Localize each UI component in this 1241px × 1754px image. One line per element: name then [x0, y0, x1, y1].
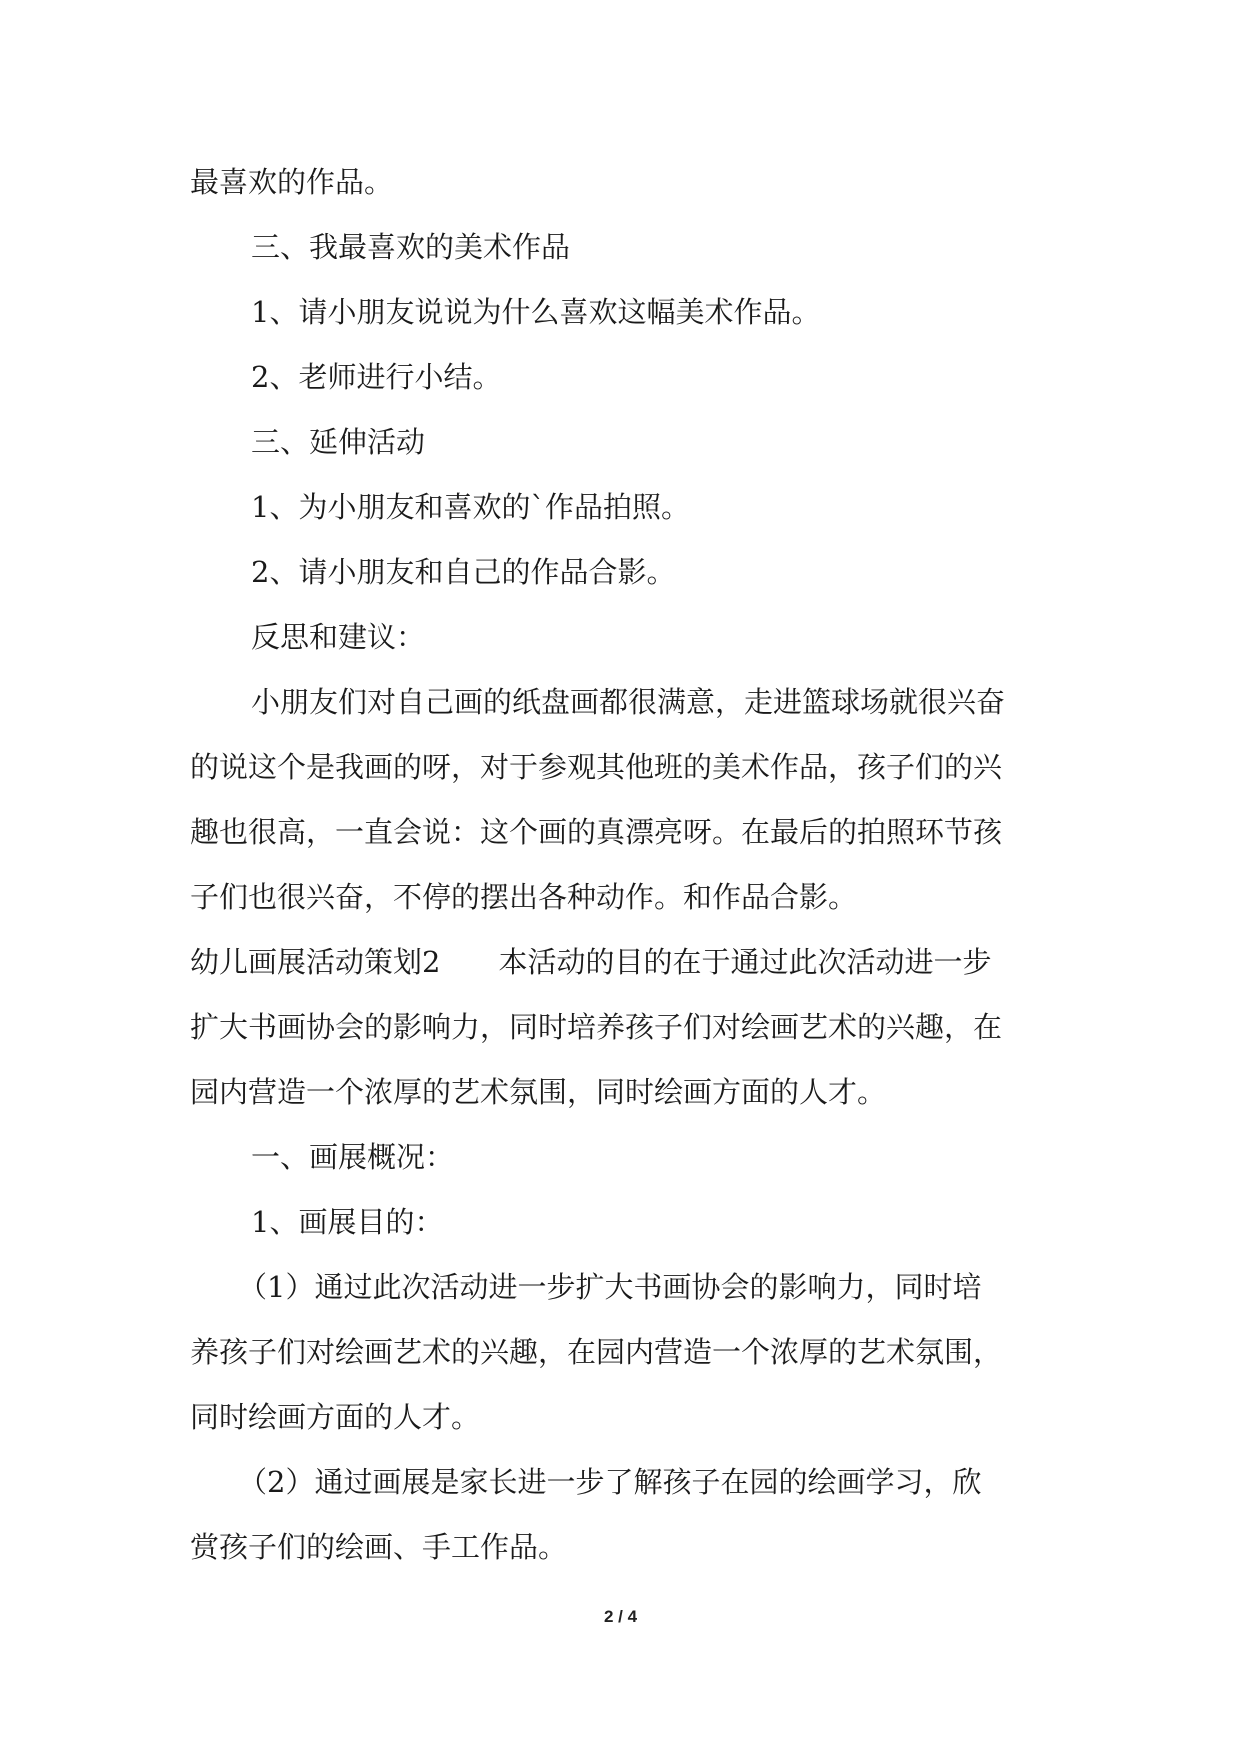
text-line: 趣也很高，一直会说：这个画的真漂亮呀。在最后的拍照环节孩 [190, 815, 1003, 849]
text-line: （1）通过此次活动进一步扩大书画协会的影响力，同时培 [238, 1270, 982, 1304]
text-line: 子们也很兴奋，不停的摆出各种动作。和作品合影。 [190, 880, 858, 914]
text-line: 幼儿画展活动策划2 本活动的目的在于通过此次活动进一步 [190, 945, 992, 979]
page-number: 2 / 4 [603, 1607, 638, 1626]
section-heading: 反思和建议： [251, 620, 426, 654]
text-line: （2）通过画展是家长进一步了解孩子在园的绘画学习，欣 [238, 1465, 982, 1499]
text-line: 小朋友们对自己画的纸盘画都很满意，走进篮球场就很兴奋 [251, 685, 1006, 719]
text-line: 赏孩子们的绘画、手工作品。 [190, 1530, 568, 1564]
text-line: 2、老师进行小结。 [251, 360, 502, 394]
section-heading: 三、延伸活动 [251, 425, 426, 459]
document-body [190, 150, 1060, 1580]
text-line: 同时绘画方面的人才。 [190, 1400, 481, 1434]
text-line: 2、请小朋友和自己的作品合影。 [251, 555, 676, 589]
text-line: 扩大书画协会的影响力，同时培养孩子们对绘画艺术的兴趣，在 [190, 1010, 1003, 1044]
text-line: 最喜欢的作品。 [190, 165, 394, 199]
text-line: 1、画展目的： [251, 1205, 444, 1239]
section-heading: 三、我最喜欢的美术作品 [251, 230, 571, 264]
text-line: 1、请小朋友说说为什么喜欢这幅美术作品。 [251, 295, 821, 329]
section-heading: 一、画展概况： [251, 1140, 455, 1174]
text-line: 养孩子们对绘画艺术的兴趣，在园内营造一个浓厚的艺术氛围， [190, 1335, 1003, 1369]
text-line: 的说这个是我画的呀，对于参观其他班的美术作品，孩子们的兴 [190, 750, 1003, 784]
text-line: 1、为小朋友和喜欢的`作品拍照。 [251, 490, 690, 524]
text-line: 园内营造一个浓厚的艺术氛围，同时绘画方面的人才。 [190, 1075, 887, 1109]
